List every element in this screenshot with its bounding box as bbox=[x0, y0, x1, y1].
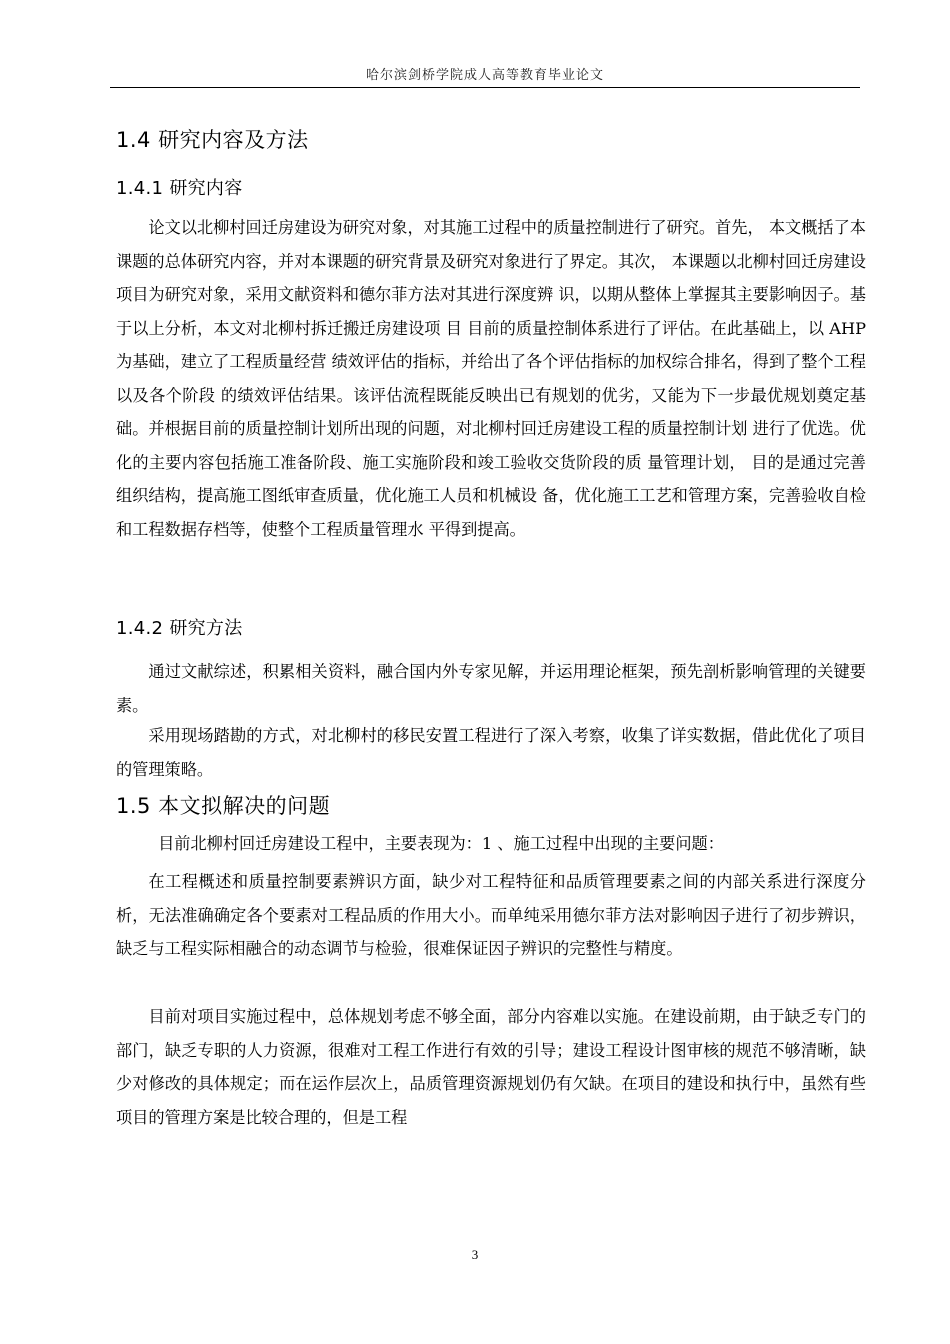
paragraph-problem-planning: 目前对项目实施过程中，总体规划考虑不够全面，部分内容难以实施。在建设前期，由于缺乏专门的部门，缺乏专职的人力资源，很难对工程工作进行有效的引导；建设工程设计图审核的规范不够清晰，缺少对修改的具体规定；而在运作层次上，品质管理资源规划仍有欠缺。在项目的建设和执行中，虽然有些项目的管理方案是比较合理的，但是工程 bbox=[116, 1007, 866, 1127]
section-heading-1-4: 1.4 研究内容及方法 bbox=[116, 128, 309, 152]
paragraph-method-literature: 通过文献综述，积累相关资料，融合国内外专家见解，并运用理论框架，预先剖析影响管理的关键要素。 bbox=[116, 662, 866, 715]
paragraph-problem-factors: 在工程概述和质量控制要素辨识方面，缺少对工程特征和品质管理要素之间的内部关系进行深度分析，无法准确确定各个要素对工程品质的作用大小。而单纯采用德尔菲方法对影响因子进行了初步辨识，缺乏与工程实际相融合的动态调节与检验，很难保证因子辨识的完整性与精度。 bbox=[116, 872, 866, 958]
header-rule bbox=[110, 87, 860, 88]
page-number: 3 bbox=[471, 1247, 479, 1262]
section-heading-1-5: 1.5 本文拟解决的问题 bbox=[116, 794, 331, 818]
running-header: 哈尔滨剑桥学院成人高等教育毕业论文 bbox=[365, 68, 604, 83]
section-heading-1-4-1: 1.4.1 研究内容 bbox=[116, 178, 243, 199]
paragraph-problem-intro: 目前北柳村回迁房建设工程中，主要表现为：1 、施工过程中出现的主要问题： bbox=[158, 834, 724, 853]
section-heading-1-4-2: 1.4.2 研究方法 bbox=[116, 618, 243, 639]
paragraph-research-content: 论文以北柳村回迁房建设为研究对象，对其施工过程中的质量控制进行了研究。首先， 本文概括了本课题的总体研究内容，并对本课题的研究背景及研究对象进行了界定。其次， 本课题以北柳村回迁房建设项目为研究对象，采用文献资料和德尔菲方法对其进行深度辨 识，以期从整体上掌握其主要影响因子。基于以上分析，本文对北柳村拆迁搬迁房建设项 目 目前的质量控制体系进行了评估。在此基础上，以 AHP 为基础，建立了工程质量经营 绩效评估的指标，并给出了各个评估指标的加权综合排名，得到了整个工程以及各个阶段 的绩效评估结果。该评估流程既能反映出已有规划的优劣，又能为下一步最优规划奠定基 础。并根据目前的质量控制计划所出现的问题，对北柳村回迁房建设工程的质量控制计划 进行了优选。优化的主要内容包括施工准备阶段、施工实施阶段和竣工验收交货阶段的质 量管理计划， 目的是通过完善组织结构，提高施工图纸审查质量，优化施工人员和机械设 备，优化施工工艺和管理方案，完善验收自检和工程数据存档等，使整个工程质量管理水 平得到提高。 bbox=[116, 218, 866, 539]
paragraph-method-field-survey: 采用现场踏勘的方式，对北柳村的移民安置工程进行了深入考察，收集了详实数据，借此优化了项目的管理策略。 bbox=[116, 726, 866, 779]
